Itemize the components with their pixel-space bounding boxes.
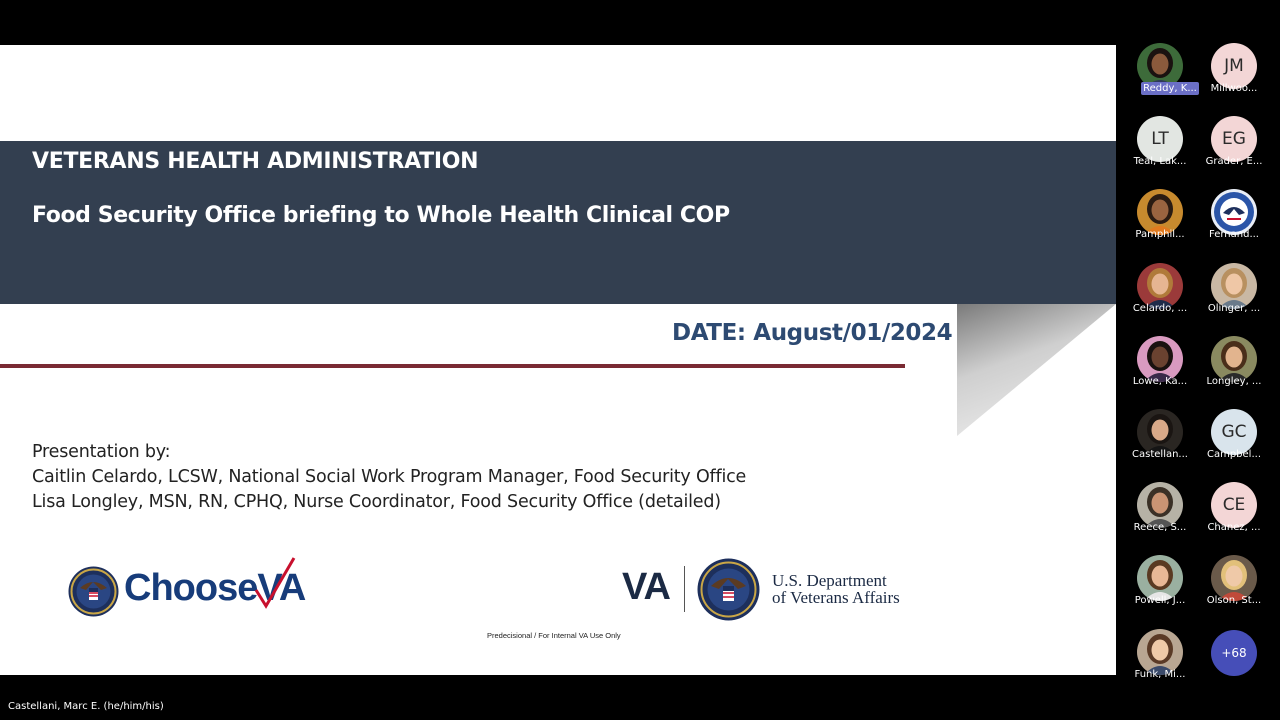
checkmark-icon <box>250 554 298 612</box>
participant-name: Olson, St... <box>1206 595 1262 607</box>
participant-avatar: LT <box>1137 116 1183 162</box>
participant-tile[interactable] <box>1127 43 1197 117</box>
choose-logo-text: Choose <box>124 567 258 609</box>
participant-name: Campbel... <box>1206 449 1261 460</box>
participant-name: Powell, J... <box>1134 595 1186 607</box>
presenter-heading: Presentation by: <box>32 442 171 462</box>
participant-avatar: JM <box>1211 43 1257 89</box>
participant-tile[interactable] <box>1201 336 1267 410</box>
participant-tile[interactable] <box>1127 189 1193 263</box>
presentation-date: DATE: August/01/2024 <box>672 320 953 346</box>
logo-separator <box>684 566 685 612</box>
presenter-line: Caitlin Celardo, LCSW, National Social Work Program Manager, Food Security Office <box>32 467 747 487</box>
participant-name: Chanez, ... <box>1207 522 1261 534</box>
footer-disclaimer: Predecisional / For Internal VA Use Only <box>487 631 621 640</box>
choose-logo-accent: VA <box>257 567 306 609</box>
participant-tile[interactable] <box>1127 629 1193 703</box>
participant-name: Reece, S... <box>1133 522 1187 534</box>
presenter-list <box>32 440 746 515</box>
participant-tile[interactable] <box>1127 336 1193 410</box>
participant-tile[interactable] <box>1201 189 1267 263</box>
divider-line <box>0 364 905 368</box>
active-speaker-name: Castellani, Marc E. (he/him/his) <box>8 701 164 712</box>
participant-tile[interactable] <box>1201 555 1267 629</box>
department-name-line1: U.S. Department <box>772 571 887 590</box>
participant-tile[interactable] <box>1127 482 1193 556</box>
participant-name: Pamphil... <box>1135 229 1185 241</box>
participant-name: Olinger, ... <box>1207 302 1261 314</box>
more-participants-button[interactable]: +68 <box>1211 630 1257 676</box>
participant-avatar: GC <box>1211 409 1257 455</box>
participant-tile[interactable] <box>1201 263 1267 337</box>
participant-avatar: CE <box>1211 482 1257 528</box>
participant-name: Longley, ... <box>1206 375 1262 387</box>
participant-name: Grader, E... <box>1205 156 1263 168</box>
participant-tile[interactable] <box>1201 482 1267 556</box>
va-wordmark: VA <box>622 566 670 608</box>
decorative-wedge <box>957 304 1116 436</box>
participant-name: Castellan... <box>1132 449 1188 460</box>
participant-tile[interactable] <box>1127 116 1193 190</box>
participant-tile[interactable] <box>1127 555 1193 629</box>
presentation-title: Food Security Office briefing to Whole Health Clinical COP <box>32 203 730 228</box>
participant-avatar: EG <box>1211 116 1257 162</box>
presenter-line: Lisa Longley, MSN, RN, CPHQ, Nurse Coordinator, Food Security Office (detailed) <box>32 492 721 512</box>
participant-name: Reddy, K... <box>1141 82 1199 95</box>
participant-tile[interactable] <box>1201 116 1267 190</box>
participant-name: Teal, Lak... <box>1133 156 1187 168</box>
participant-name: Fernand... <box>1209 229 1259 241</box>
shared-slide <box>0 45 1116 675</box>
va-seal-icon <box>68 566 119 617</box>
participant-name: Millwoo... <box>1210 83 1258 94</box>
org-title: VETERANS HEALTH ADMINISTRATION <box>32 149 479 174</box>
participant-tile[interactable] <box>1127 263 1193 337</box>
participant-tile[interactable] <box>1127 409 1193 483</box>
participant-name: Funk, Mi... <box>1134 668 1186 680</box>
department-seal-icon <box>697 558 760 621</box>
participant-tile[interactable] <box>1201 409 1267 483</box>
participant-name: Celardo, ... <box>1132 302 1188 314</box>
participant-name: Lowe, Ka... <box>1132 375 1188 387</box>
department-name-line2: of Veterans Affairs <box>772 588 900 607</box>
participant-tile[interactable] <box>1201 43 1267 117</box>
